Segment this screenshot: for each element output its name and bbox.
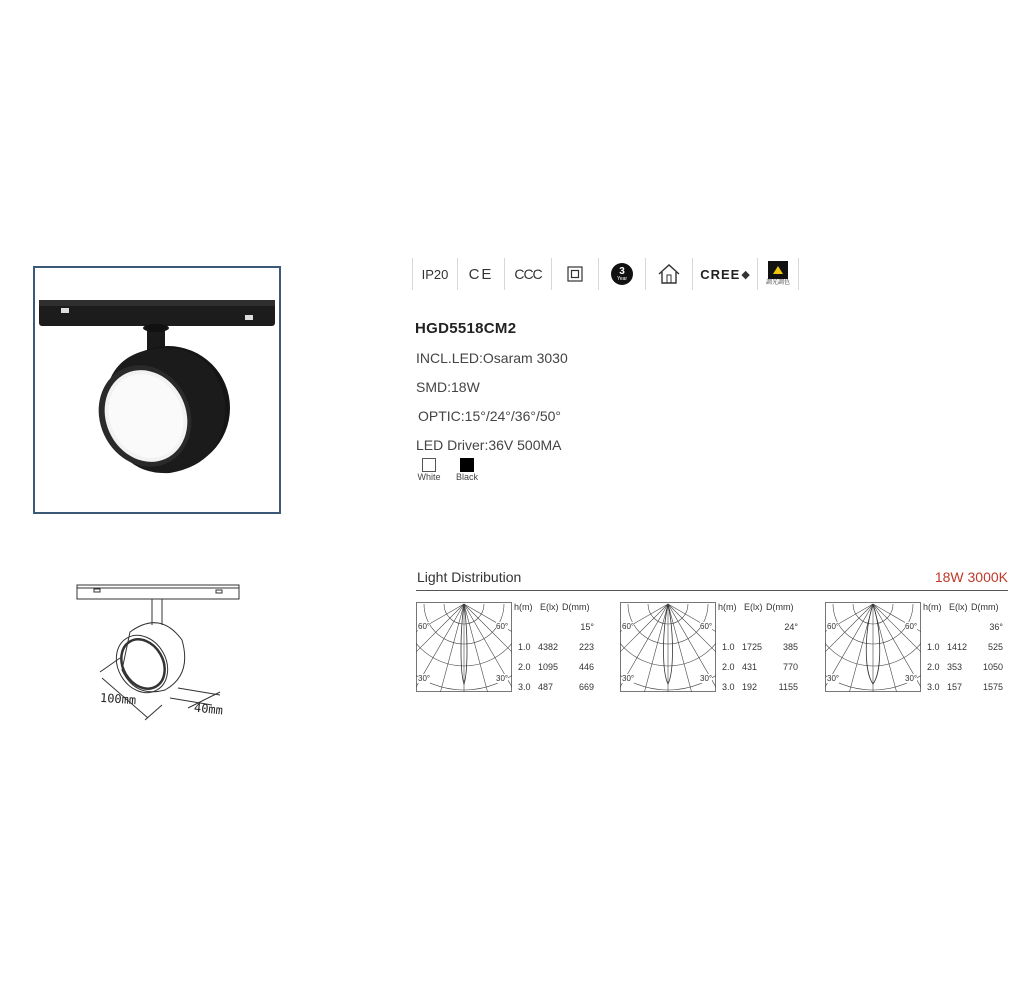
black-swatch (460, 458, 474, 472)
diagram-angle-label: 30° (496, 674, 509, 683)
table-cell: 2.0 (518, 662, 531, 672)
table-cell: 1725 (742, 642, 763, 652)
table-header: h(m) (923, 602, 942, 612)
table-header: h(m) (514, 602, 533, 612)
certification-strip (412, 258, 799, 290)
table-cell: 4382 (538, 642, 559, 652)
table-header: h(m) (718, 602, 737, 612)
warranty-unit: Year (616, 275, 628, 282)
polar-diagram (620, 602, 716, 692)
driver-spec: LED Driver:36V 500MA (416, 437, 562, 453)
color-option-black (452, 458, 482, 482)
table-cell: 1050 (982, 662, 1003, 672)
table-header: D(mm) (971, 602, 999, 612)
ip20-label: IP20 (421, 266, 449, 282)
table-cell: 525 (987, 642, 1003, 652)
table-cell: 157 (947, 682, 963, 692)
beam-angle: 24° (784, 622, 798, 632)
table-cell: 3.0 (722, 682, 735, 692)
product-photo-frame (33, 266, 281, 514)
table-cell: 192 (742, 682, 758, 692)
diagram-angle-label: 30° (827, 674, 840, 683)
table-cell: 2.0 (722, 662, 735, 672)
table-header: D(mm) (562, 602, 590, 612)
table-cell: 487 (538, 682, 554, 692)
table-header: D(mm) (766, 602, 794, 612)
table-cell: 1.0 (927, 642, 940, 652)
diagram-angle-label: 60° (700, 622, 713, 631)
diagram-angle-label: 30° (418, 674, 431, 683)
cree-logo-icon: CREE ◆ (692, 258, 757, 290)
ccc-mark-icon (504, 258, 551, 290)
table-cell: 2.0 (927, 662, 940, 672)
polar-diagram (825, 602, 921, 692)
table-cell: 353 (947, 662, 963, 672)
dimmable-cct-label: 調光調色 (765, 280, 790, 286)
indoor-use-house-icon (645, 258, 692, 290)
table-cell: 770 (782, 662, 798, 672)
dimmable-cct-icon (757, 258, 799, 290)
table-cell: 431 (742, 662, 758, 672)
diagram-angle-label: 60° (622, 622, 635, 631)
black-label: Black (455, 472, 478, 482)
white-label: White (417, 472, 441, 482)
table-cell: 1412 (947, 642, 968, 652)
distribution-table (718, 602, 808, 694)
distribution-table (514, 602, 604, 694)
white-swatch (422, 458, 436, 472)
distribution-table (923, 602, 1013, 694)
diagram-angle-label: 30° (700, 674, 713, 683)
table-cell: 3.0 (927, 682, 940, 692)
model-number: HGD5518CM2 (415, 320, 517, 337)
table-cell: 446 (578, 662, 594, 672)
table-cell: 669 (578, 682, 594, 692)
table-header: E(lx) (540, 602, 559, 612)
smd-spec: SMD:18W (416, 379, 480, 395)
ccc-label: CCC (514, 266, 542, 282)
section-divider (416, 590, 1008, 591)
diameter-dimension: 100mm (99, 690, 137, 708)
beam-angle: 36° (989, 622, 1003, 632)
ip20-badge (412, 258, 457, 290)
table-cell: 385 (782, 642, 798, 652)
table-header: E(lx) (744, 602, 763, 612)
depth-dimension: 40mm (193, 700, 224, 718)
led-spec: INCL.LED:Osaram 3030 (416, 350, 568, 366)
table-cell: 1575 (982, 682, 1003, 692)
optic-spec: OPTIC:15°/24°/36°/50° (418, 408, 562, 424)
cree-label: CREE (700, 266, 741, 282)
diagram-angle-label: 60° (827, 622, 840, 631)
table-cell: 1.0 (722, 642, 735, 652)
diagram-angle-label: 60° (418, 622, 431, 631)
table-cell: 3.0 (518, 682, 531, 692)
dimension-drawing (70, 580, 250, 730)
double-insulation-icon (551, 258, 598, 290)
polar-diagram (416, 602, 512, 692)
table-cell: 223 (578, 642, 594, 652)
color-option-white (414, 458, 444, 482)
diagram-angle-label: 30° (622, 674, 635, 683)
ce-label: CE (468, 265, 494, 283)
beam-angle: 15° (580, 622, 594, 632)
track-spotlight-photo (35, 268, 279, 512)
table-cell: 1.0 (518, 642, 531, 652)
diagram-angle-label: 60° (905, 622, 918, 631)
table-cell: 1095 (538, 662, 559, 672)
light-distribution-rating: 18W 3000K (934, 569, 1008, 585)
diagram-angle-label: 60° (496, 622, 509, 631)
table-header: E(lx) (949, 602, 968, 612)
light-distribution-title: Light Distribution (417, 569, 522, 585)
table-cell: 1155 (778, 682, 798, 692)
three-year-warranty-icon (598, 258, 645, 290)
warranty-years: 3 (619, 265, 625, 277)
ce-mark-icon (457, 258, 504, 290)
diagram-angle-label: 30° (905, 674, 918, 683)
